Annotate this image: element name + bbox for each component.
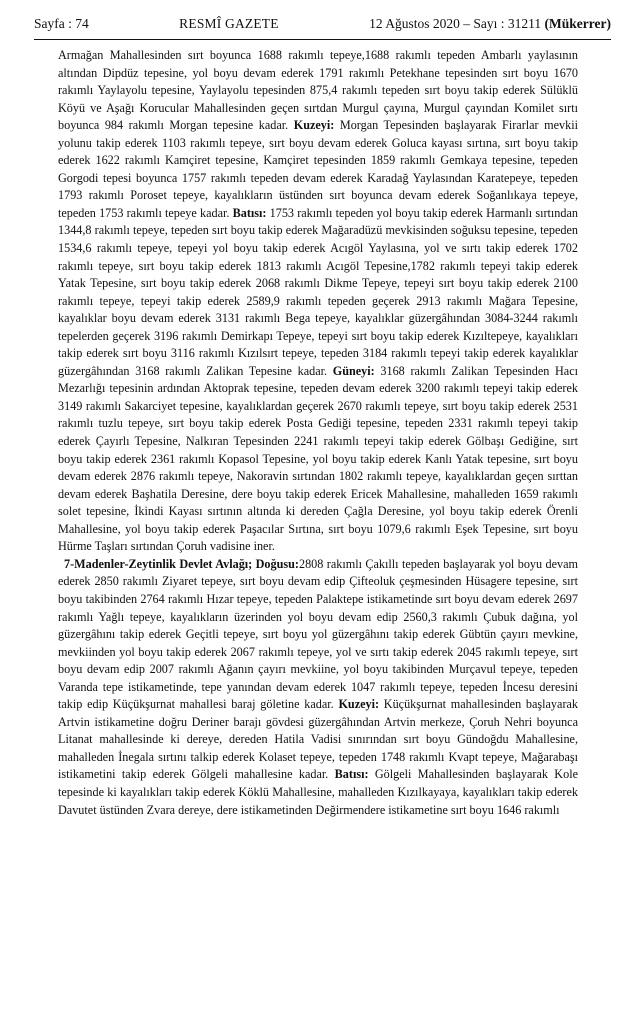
paragraph-boundaries-continued	[58, 47, 578, 556]
issue-date-number: 12 Ağustos 2020 – Sayı : 31211	[369, 16, 545, 31]
section-heading: 7-Madenler-Zeytinlik Devlet Avlağı; Doğusu:	[64, 556, 299, 571]
text-segment: Morgan Tepesinden başlayarak Firarlar mevkii yolunu takip ederek 1103 rakımlı tepeye, sırt boyu devam ederek Goluca kayası sırtına, sırt boyu takip ederek 1622 rakımlı Kamçiret tepesine, Kamçiret tepesinden 1859 rakımlı Gemkaya tepesine, tepeden Gorgodi tepesi boyunca 1757 rakımlı tepeden devam ederek Karadağ Yaylasından Karatepeye, tepeden 1793 rakımlı Poroset tepeye, kayalıkların üstünden sırt boyunca devam ederek Soğanlıkaya tepeye, tepeden 1753 rakımlı tepeye kadar.	[58, 118, 578, 220]
label-west: Batısı:	[232, 205, 267, 220]
issue-supplement: (Mükerrer)	[544, 16, 611, 31]
text-segment: Küçükşurnat mahallesinden başlayarak Artvin istikametine doğru Deriner barajı gövdesi güzergâhından Artvin merkeze, Çoruh Nehri boyunca Litanat mahallesinde ki dereye, dereden Hatila Vadisi sınırından sırt boyu Gündoğdu Mahallesine, mahalleden İnegala sırtını talkip ederek Kolaset tepeye, tepeden 1748 rakımlı Kvapt tepeye, Mağarabaşı istikametini takip ederek Gölgeli mahallesine kadar.	[58, 697, 578, 782]
issue-info	[369, 16, 611, 32]
text-segment: Gölgeli Mahallesinden başlayarak Kole tepesinde ki kayalıkları takip ederek Köklü Mahallesine, mahalleden Kızılkayaya, kayalıkları takip ederek Davutet üstünden Zvara dereye, dere istikametinden Değirmendere istikametine sırt boyu 1646 rakımlı	[58, 767, 578, 817]
gazette-title: RESMÎ GAZETE	[179, 16, 279, 31]
label-north: Kuzeyi:	[293, 118, 335, 133]
document-body	[58, 47, 578, 819]
text-segment: 3168 rakımlı Zalikan Tepesinden Hacı Mezarlığı tepesinin ardından Aktoprak tepesine, tepeden devam ederek 3200 rakımlı tepeyi takip ederek 3149 rakımlı Sakarciyet tepesine, kayalıklardan geçerek 2670 rakımlı tepeye, sırt boyu takip ederek 2531 rakımlı tuzlu tepeye, sırt boyu takip ederek Posta Gediği tepesine, tepeden 2331 rakımlı tepeyi takip ederek Çayırlı Tepesine, Nalkıran Tepesinden 2241 rakımlı tepeyi takip ederek Gölbaşı Gediğine, sırt boyu takip ederek 2361 rakımlı Kopasol Tepesine, yol boyu takip ederek Kanlı Yatak tepesine, sırt boyu devam ederek 2876 rakımlı tepeye, Nakoravin sırtından 1802 rakımlı tepeye, kayalıklardan geçen sırttan devam ederek Başhatila Deresine, dere boyu takip ederek Ericek Mahallesine, mahalleden 1659 rakımlı solet tepesine, İkindi Kayası sırtının altında ki dereden Çağla Deresine, yol boyu takip ederek Örenli Mahallesine, yol boyu takip ederek Paşacılar Sırtına, sırt boyu 1079,6 rakımlı Eşek Tepesine, sırt boyu Hürme Taşları sırtından Çoruh vadisine iner.	[58, 363, 579, 554]
page-header	[34, 16, 611, 36]
text-segment: 1753 rakımlı tepeden yol boyu takip ederek Harmanlı sırtından 1344,8 rakımlı tepeye, tepeden sırt boyu takip ederek Mağaradüzü mevkisinden soğuksu tepesine, tepeden 1534,6 rakımlı tepeye, tepeyi yol boyu takip ederek Acıgöl Yaylasına, yol ve sırtı takip ederek 1702 rakımlı tepeye, sırt boyu takip ederek 1813 rakımlı Acıgöl Tepesine,1782 rakımlı tepeyi takip ederek Yatak Tepesine, sırt boyu takip ederek 2068 rakımlı Dikme Tepeye, tepeyi sırt boyu takip ederek 2100 rakımlı tepeye, tepeyi takip ederek 2589,9 rakımlı tepeden geçerek 2913 rakımlı Mağara Tepesine, kayalıklar boyu devam ederek 3131 rakımlı Bega tepeye, kayalıklar güzergâhından 3084-3244 rakımlı tepelerden geçerek 3196 rakımlı Demirkapı Tepeye, tepeyi sırt boyu takip ederek Kızıltepeye, kayalıkları takip ederek sırt boyu 3116 rakımlı Kızılsırt tepeye, tepeden 3184 rakımlı tepeyi takip ederek kayalıklar güzergâhından 3168 rakımlı Zalikan Tepesine kadar.	[58, 205, 579, 378]
page-number: Sayfa : 74	[34, 16, 89, 31]
label-west: Batısı:	[334, 767, 369, 782]
text-segment: 2808 rakımlı Çakıllı tepeden başlayarak yol boyu devam ederek 2850 rakımlı Ziyaret tepeye, sırt boyu devam edip Çifteoluk çeşmesinden Hüsagere tepesine, sırt boyu takibinden 2764 rakımlı Hızar tepeye, tepeden Palaktepe istikametinde sırt boyu devam ederek 2697 rakımlı Yağlı tepeye, kayalıkların üzerinden yol boyu devam edip 2560,3 rakımlı Çubuk dağına, yol güzergâhını takip ederek Geçitli tepeye, sırt boyu yol güzergâhını takip ederek Gübtün çayırı mevkine, mevkiinden yol boyu takip ederek 2067 rakımlı tepeye, yol ve sırtı takip ederek 2045 rakımlı tepeye, sırt boyu devam edip 2007 rakımlı Ağanın çayırı mevkiine, yol boyu takibinden Murçavul tepeye, tepeden Varanda tepe istikametinde, tepe yanından devam ederek 1047 rakımlı tepeye, tepeden İncesu deresini takip edip Küçükşurnat mahallesi baraj göletine kadar.	[58, 556, 578, 712]
paragraph-madenler-zeytinlik	[58, 556, 578, 819]
header-divider	[34, 39, 611, 40]
label-north: Kuzeyi:	[338, 697, 380, 712]
text-segment: Armağan Mahallesinden sırt boyunca 1688 rakımlı tepeye,1688 rakımlı tepeden Ambarlı yaylasının altından Dipdüz tepesine, yol boyu devam ederek 1791 rakımlı Petekhane tepesinden sırt boyu 1670 rakımlı Yaylayolu tepesine, Yaylayolu tepesinden 875,4 rakımlı tepeden sırt boyu takip ederek Sülüklü Köyü ve Aşağı Korucular Mahallesinden geçen sırtdan Murgul çayına, Murgul çayından Komilet sırtı boyunca 984 rakımlı Morgan tepesine kadar.	[58, 48, 578, 133]
label-south: Güneyi:	[332, 363, 375, 378]
